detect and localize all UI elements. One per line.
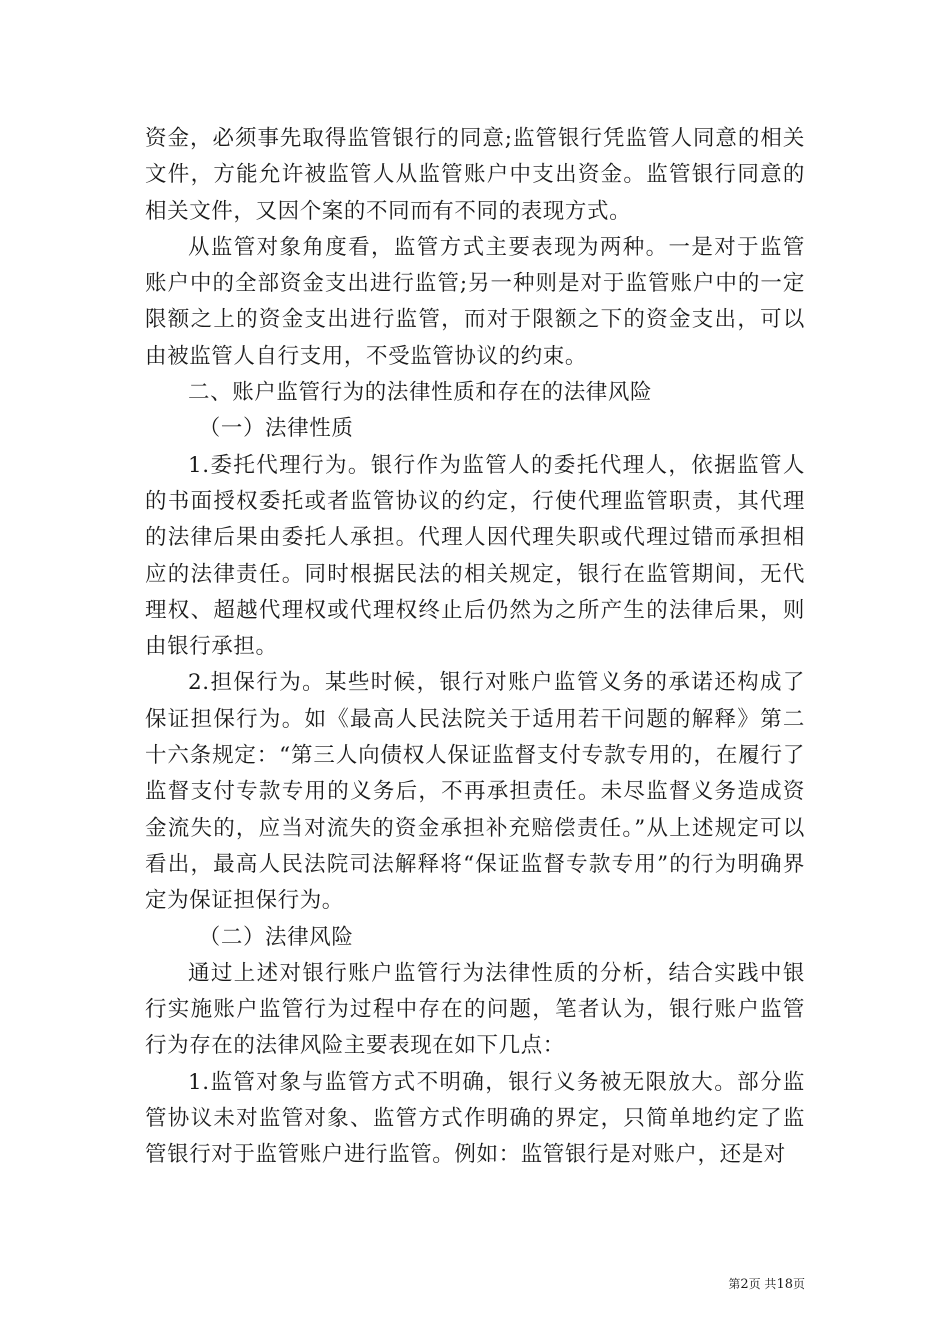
paragraph-supervision-methods: 从监管对象角度看，监管方式主要表现为两种。一是对于监管账户中的全部资金支出进行监管;另一种则是对于监管账户中的一定限额之上的资金支出进行监管，而对于限额之下的资金支出，可以由被监管人自行支用，不受监管协议的约束。 [145,234,805,369]
paragraph-agency-act: 1.委托代理行为。银行作为监管人的委托代理人，依据监管人的书面授权委托或者监管协议的约定，行使代理监管职责，其代理的法律后果由委托人承担。代理人因代理失职或代理过错而承担相应的法律责任。同时根据民法的相关规定，银行在监管期间，无代理权、超越代理权或代理权终止后仍然为之所产生的法律后果，则由银行承担。 [145,452,805,660]
paragraph-guarantee-act: 2.担保行为。某些时候，银行对账户监管义务的承诺还构成了保证担保行为。如《最高人民法院关于适用若干问题的解释》第二十六条规定：“第三人向债权人保证监督支付专款专用的，在履行了监督支付专款专用的义务后，不再承担责任。未尽监督义务造成资金流失的，应当对流失的资金承担补充赔偿责任。”从上述规定可以看出，最高人民法院司法解释将“保证监督专款专用”的行为明确界定为保证担保行为。 [145,670,805,914]
footer-prefix: 第 [728,1277,741,1291]
section-heading-legal-nature-and-risk: 二、账户监管行为的法律性质和存在的法律风险 [188,380,653,406]
paragraph-fund-approval: 资金，必须事先取得监管银行的同意;监管银行凭监管人同意的相关文件，方能允许被监管人从监管账户中支出资金。监管银行同意的相关文件，又因个案的不同而有不同的表现方式。 [145,126,805,224]
paragraph-risk-1: 1.监管对象与监管方式不明确，银行义务被无限放大。部分监管协议未对监管对象、监管方式作明确的界定，只简单地约定了监管银行对于监管账户进行监管。例如：监管银行是对账户，还是对 [145,1069,805,1168]
paragraph-risk-intro: 通过上述对银行账户监管行为法律性质的分析，结合实践中银行实施账户监管行为过程中存在的问题，笔者认为，银行账户监管行为存在的法律风险主要表现在如下几点： [145,960,805,1059]
subsection-heading-legal-risk: （二）法律风险 [198,924,354,950]
page-footer [728,1275,805,1292]
document-body [145,121,805,1174]
footer-suffix: 页 [792,1277,805,1291]
subsection-heading-legal-nature: （一）法律性质 [198,416,354,442]
footer-page-number: 2 [740,1277,749,1292]
footer-total-pages: 18 [776,1277,793,1292]
footer-middle: 页 共 [748,1277,777,1291]
